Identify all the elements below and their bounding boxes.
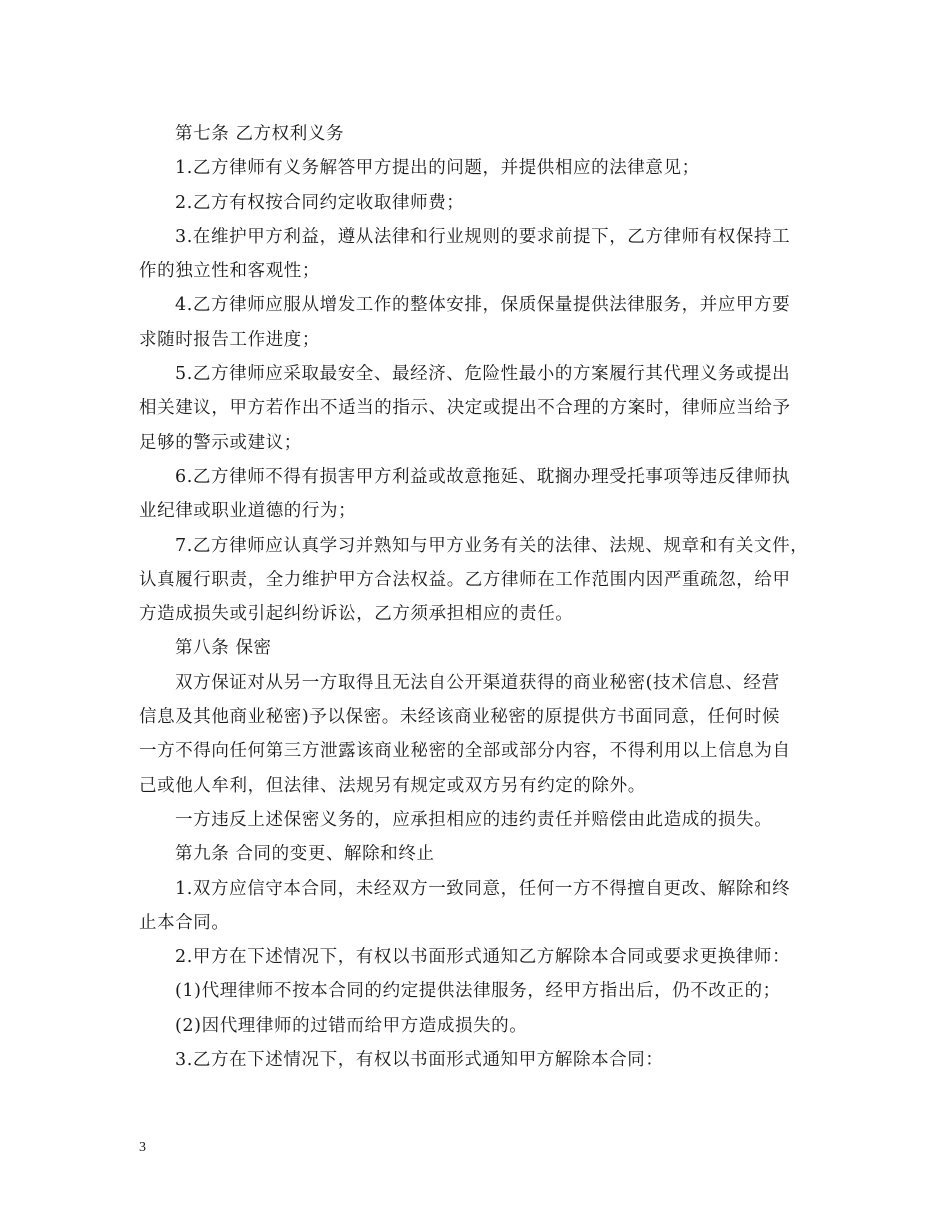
page-number: 3 (139, 1140, 146, 1155)
text-line: 信息及其他商业秘密)予以保密。未经该商业秘密的原提供方书面同意，任何时候 (139, 707, 780, 728)
text-line: 3.乙方在下述情况下，有权以书面形式通知甲方解除本合同： (175, 1050, 664, 1071)
text-line: 2.乙方有权按合同约定收取律师费； (175, 192, 465, 213)
document-body (139, 117, 819, 1077)
text-line: 第七条 乙方权利义务 (175, 124, 345, 144)
text-line: 6.乙方律师不得有损害甲方利益或故意拖延、耽搁办理受托事项等违反律师执 (175, 466, 791, 487)
text-line: 1.双方应信守本合同，未经双方一致同意，任何一方不得擅自更改、解除和终 (175, 878, 791, 899)
text-line: 3.在维护甲方利益，遵从法律和行业规则的要求前提下，乙方律师有权保持工 (175, 226, 791, 247)
text-line: 足够的警示或建议； (139, 432, 302, 453)
text-line: 2.甲方在下述情况下，有权以书面形式通知乙方解除本合同或要求更换律师： (175, 947, 791, 968)
text-line: (2)因代理律师的过错而给甲方造成损失的。 (175, 1015, 528, 1036)
text-line: 一方违反上述保密义务的，应承担相应的违约责任并赔偿由此造成的损失。 (175, 809, 773, 830)
text-line: 己或他人牟利，但法律、法规另有规定或双方另有约定的除外。 (139, 775, 646, 796)
text-line: 一方不得向任何第三方泄露该商业秘密的全部或部分内容，不得利用以上信息为自 (139, 741, 791, 762)
text-line: 方造成损失或引起纠纷诉讼，乙方须承担相应的责任。 (139, 604, 574, 625)
text-line: 止本合同。 (139, 912, 230, 933)
text-line: 作的独立性和客观性； (139, 261, 320, 282)
text-line: 相关建议，甲方若作出不适当的指示、决定或提出不合理的方案时，律师应当给予 (139, 398, 791, 419)
text-line: 1.乙方律师有义务解答甲方提出的问题，并提供相应的法律意见； (175, 158, 700, 179)
text-line: 业纪律或职业道德的行为； (139, 501, 357, 522)
text-line: (1)代理律师不按本合同的约定提供法律服务，经甲方指出后，仍不改正的； (175, 981, 781, 1002)
text-line: 4.乙方律师应服从增发工作的整体安排，保质保量提供法律服务，并应甲方要 (175, 295, 791, 316)
text-line: 7.乙方律师应认真学习并熟知与甲方业务有关的法律、法规、规章和有关文件， (175, 535, 809, 556)
text-line: 认真履行职责，全力维护甲方合法权益。乙方律师在工作范围内因严重疏忽，给甲 (139, 569, 791, 590)
text-line: 求随时报告工作进度； (139, 329, 320, 350)
text-line: 双方保证对从另一方取得且无法自公开渠道获得的商业秘密(技术信息、经营 (175, 672, 780, 693)
text-line: 第八条 保密 (175, 638, 272, 659)
text-line: 5.乙方律师应采取最安全、最经济、危险性最小的方案履行其代理义务或提出 (175, 364, 791, 385)
text-line: 第九条 合同的变更、解除和终止 (175, 844, 435, 865)
